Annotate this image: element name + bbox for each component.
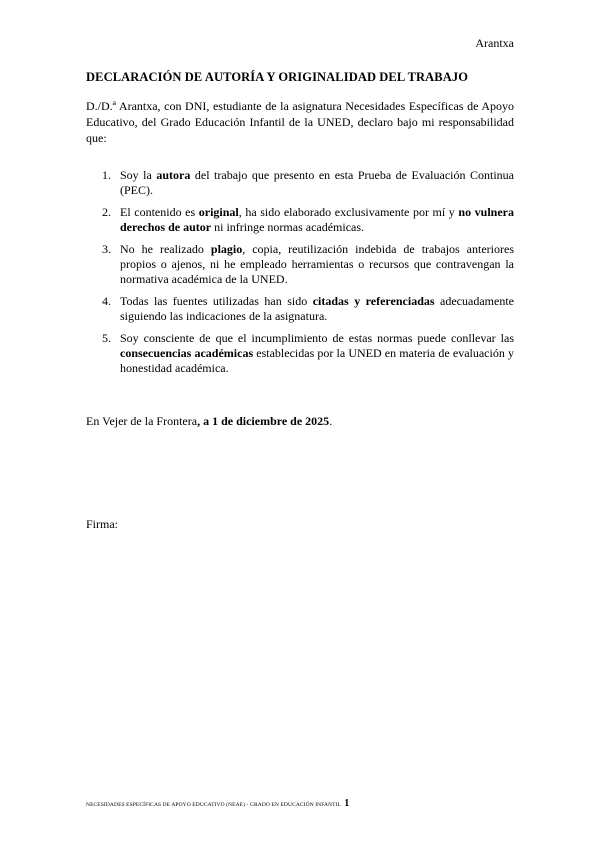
declaration-number: 2. (102, 205, 111, 219)
declaration-number: 5. (102, 331, 111, 345)
page-number: 1 (344, 798, 350, 809)
declaration-text: Soy la (120, 168, 157, 182)
declaration-text: El contenido es (120, 205, 199, 219)
declaration-text: , ha sido elaborado exclusivamente por mí y (238, 205, 459, 219)
declaration-text: adecuadamente siguiendo las indicaciones de la asignatura. (120, 294, 514, 323)
declaration-text: ni infringe normas académicas. (211, 220, 365, 234)
declaration-text: del trabajo que presento en esta Prueba de Evaluación Continua (PEC). (120, 168, 514, 197)
declaration-emphasis: autora (156, 168, 191, 182)
declaration-item (86, 294, 514, 324)
declaration-item (86, 168, 514, 198)
declaration-item (86, 331, 514, 376)
place-date-suffix: . (329, 414, 333, 428)
declaration-emphasis: citadas y referenciadas (312, 294, 435, 308)
header-author-name: Arantxa (475, 36, 514, 50)
declaration-text: No he realizado (120, 242, 211, 256)
declaration-emphasis: no vulnera derechos de autor (120, 205, 514, 234)
declaration-item (86, 205, 514, 235)
declaration-number: 3. (102, 242, 111, 256)
declaration-number: 4. (102, 294, 111, 308)
declaration-text: establecidas por la UNED en materia de evaluación y honestidad académica. (120, 346, 514, 375)
place-text: En Vejer de la Frontera (86, 414, 198, 428)
place-and-date (86, 414, 514, 429)
footer-text: NECESIDADES ESPECÍFICAS DE APOYO EDUCATIVO (NEAE) - GRADO EN EDUCACIÓN INFANTIL (86, 802, 341, 808)
declaration-item (86, 242, 514, 287)
date-text: , a 1 de diciembre de 2025 (197, 414, 330, 428)
declaration-text: , copia, reutilización indebida de trabajos anteriores propios o ajenos, ni he empleado herramientas o recursos que contravengan la normativa académica de la UNED. (120, 242, 514, 286)
signature-label: Firma: (86, 517, 118, 531)
declaration-emphasis: consecuencias académicas (120, 346, 254, 360)
intro-paragraph: D./D.ª Arantxa, con DNI, estudiante de la asignatura Necesidades Específicas de Apoyo Educativo, del Grado Educación Infantil de la UNED, declaro bajo mi responsabilidad que: (86, 99, 514, 145)
page-footer (86, 798, 514, 809)
document-title: DECLARACIÓN DE AUTORÍA Y ORIGINALIDAD DEL TRABAJO (86, 70, 469, 84)
declaration-emphasis: plagio (210, 242, 243, 256)
declaration-text: Soy consciente de que el incumplimiento de estas normas puede conllevar las (120, 331, 514, 345)
declarations-list (86, 168, 514, 383)
declaration-text: Todas las fuentes utilizadas han sido (120, 294, 313, 308)
declaration-number: 1. (102, 168, 111, 182)
declaration-emphasis: original (198, 205, 239, 219)
